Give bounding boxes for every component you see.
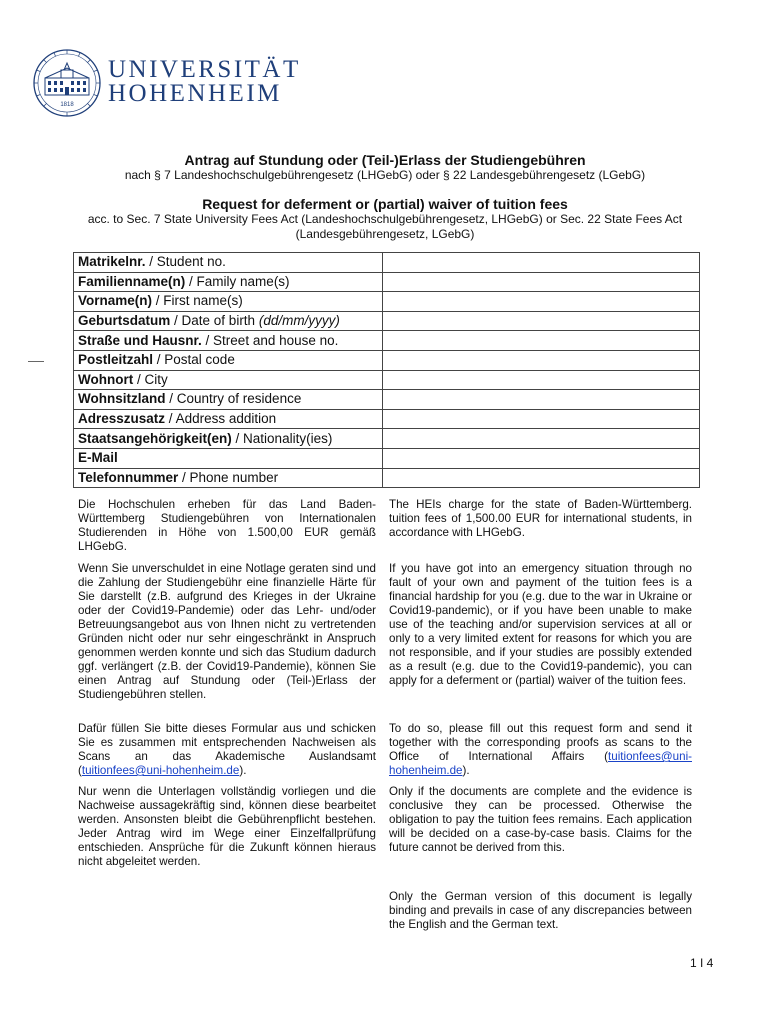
form-label-separator: / (231, 430, 244, 446)
form-row (74, 350, 700, 370)
form-value-field[interactable] (382, 370, 699, 390)
form-label (74, 429, 383, 449)
text-en-p3 (389, 722, 692, 778)
form-label-de: Straße und Hausnr. (78, 332, 202, 348)
form-value-field[interactable] (382, 311, 699, 331)
form-label-en: Phone number (189, 469, 279, 485)
form-row (74, 409, 700, 429)
email-link-en[interactable]: tuitionfees@uni-hohenheim.de (389, 750, 692, 777)
form-row (74, 253, 700, 273)
title-german: Antrag auf Stundung oder (Teil-)Erlass der Studiengebühren (184, 152, 586, 168)
text-de-p2: Wenn Sie unverschuldet in eine Notlage geraten sind und die Zahlung der Studiengebühr eine finanzielle Härte für Sie darstellt (z.B. aufgrund des Krieges in der Ukraine oder der Covid19-Pandemie) oder das Lehr- und/oder Betreuungsangebot aus von Ihnen nicht zu vertretenden Gründen nicht oder nur sehr eingeschränkt in Anspruch genommen werden konnte und sich das Studium dadurch ggf. verlängert (z.B. der Covid19-Pandemie), können Sie einen Antrag auf Stundung oder (Teil-)Erlass der Studiengebühren stellen. (78, 562, 376, 701)
form-label (74, 390, 383, 410)
form-value-field[interactable] (382, 409, 699, 429)
form-label-en: Family name(s) (196, 273, 290, 289)
form-value-field[interactable] (382, 331, 699, 351)
subtitle-english (40, 212, 730, 242)
form-label-separator: / (165, 391, 177, 407)
form-label (74, 253, 383, 273)
email-link-de[interactable]: tuitionfees@uni-hohenheim.de (81, 764, 240, 777)
form-label-separator: / (185, 273, 197, 289)
form-label-de: Telefonnummer (78, 469, 179, 485)
form-label-hint: (dd/mm/yyyy) (258, 313, 340, 329)
form-label-de: Wohnort (78, 371, 134, 387)
form-label (74, 292, 383, 312)
university-name (108, 58, 301, 106)
form-label-separator: / (153, 352, 165, 368)
subtitle-english-line2: (Landesgebührengesetz, LGebG) (295, 227, 475, 241)
margin-mark (28, 361, 44, 362)
text-en-p5: Only the German version of this document is legally binding and prevails in case of any discrepancies between the English and the German text. (389, 890, 692, 931)
form-label-separator: / (201, 332, 214, 348)
form-label (74, 272, 383, 292)
form-label (74, 370, 383, 390)
text-de-p4: Nur wenn die Unterlagen vollständig vorliegen und die Nachweise aussagekräftig sind, können diese bearbeitet werden. Ansonsten bleibt die Gebührenpflicht bestehen. Jeder Antrag wird im Wege einer Einzelfallprüfung entschieden. Ansprüche für die Zukunft können hieraus nicht abgeleitet werden. (78, 785, 376, 868)
form-label-de: Staatsangehörigkeit(en) (78, 430, 232, 446)
form-label-en: Postal code (164, 352, 235, 368)
form-label-de: E-Mail (78, 450, 118, 466)
form-value-field[interactable] (382, 429, 699, 449)
form-label (74, 448, 383, 468)
subtitle-english-line1: acc. to Sec. 7 State University Fees Act (Landeshochschulgebührengesetz, LHGebG) or Sec. 22 State Fees Act (87, 212, 683, 226)
title-english: Request for deferment or (partial) waiver of tuition fees (202, 196, 568, 212)
form-label-de: Vorname(n) (78, 293, 153, 309)
form-label-de: Geburtsdatum (78, 313, 171, 329)
form-label-en: First name(s) (163, 293, 243, 309)
form-row (74, 311, 700, 331)
form-row (74, 370, 700, 390)
text-en-p1: The HEIs charge for the state of Baden-Württemberg. tuition fees of 1,500.00 EUR for international students, in accordance with LHGebG. (389, 498, 692, 539)
text-en-p2: If you have got into an emergency situation through no fault of your own and payment of the tuition fees is a financial hardship for you (e.g. due to the war in Ukraine or Covid19-pandemic), or if you have been unable to make use of the teaching and/or supervision services at all or only to a very limited extent for reasons for which you are not responsible, and if your studies are possibly extended as a result (e.g. due to the Covid19-pandemic), you can apply for a deferment or (partial) waiver of the tuition fees. (389, 562, 692, 687)
text-de-p3 (78, 722, 376, 778)
university-name-line1: UNIVERSITÄT (108, 56, 301, 83)
form-label-de: Wohnsitzland (78, 391, 166, 407)
applicant-form-table (73, 252, 700, 488)
form-row (74, 448, 700, 468)
form-value-field[interactable] (382, 448, 699, 468)
form-row (74, 429, 700, 449)
founding-year: 1818 (60, 102, 74, 108)
form-row (74, 331, 700, 351)
form-value-field[interactable] (382, 272, 699, 292)
form-label-separator: / (178, 469, 190, 485)
form-label-en: Nationality(ies) (243, 430, 333, 446)
form-label-de: Familienname(n) (78, 273, 186, 289)
page-number: 1 I 4 (690, 956, 714, 970)
university-logo (32, 48, 102, 123)
form-row (74, 272, 700, 292)
form-row (74, 292, 700, 312)
form-value-field[interactable] (382, 292, 699, 312)
form-label-en: Student no. (156, 254, 226, 270)
form-label-separator: / (145, 254, 157, 270)
form-value-field[interactable] (382, 350, 699, 370)
text-de-p3-after: ). (239, 764, 247, 777)
form-label-de: Adresszusatz (78, 411, 166, 427)
form-label-en: Country of residence (176, 391, 302, 407)
text-de-p1: Die Hochschulen erheben für das Land Baden-Württemberg Studiengebühren von Internationalen Studierenden in Höhe von 1.500,00 EUR gemäß LHGebG. (78, 498, 376, 553)
form-row (74, 468, 700, 488)
form-label (74, 409, 383, 429)
form-label-separator: / (133, 371, 145, 387)
text-en-p3-before: To do so, please fill out this request form and send it together with the corresponding proofs as scans to the Office of International Affairs ( (389, 722, 692, 763)
form-label-en: City (144, 371, 168, 387)
form-label (74, 350, 383, 370)
form-value-field[interactable] (382, 253, 699, 273)
form-label (74, 311, 383, 331)
form-label-en: Address addition (175, 411, 277, 427)
text-en-p3-after: ). (462, 764, 470, 777)
form-label-en: Street and house no. (213, 332, 339, 348)
form-label-en: Date of birth (181, 313, 256, 329)
form-label-separator: / (165, 411, 176, 427)
form-value-field[interactable] (382, 468, 699, 488)
subtitle-german: nach § 7 Landeshochschulgebührengesetz (LHGebG) oder § 22 Landesgebührengesetz (LGebG) (124, 168, 646, 182)
form-value-field[interactable] (382, 390, 699, 410)
text-de-p3-before: Dafür füllen Sie bitte dieses Formular aus und schicken Sie es zusammen mit entsprechenden Nachweisen als Scans an das Akademische Auslandsamt ( (78, 722, 376, 777)
form-label-de: Postleitzahl (78, 352, 154, 368)
form-label-separator: / (170, 313, 182, 329)
form-label (74, 468, 383, 488)
university-name-line2: HOHENHEIM (108, 80, 282, 107)
castle-seal-icon (32, 48, 102, 118)
form-label-separator: / (152, 293, 164, 309)
form-row (74, 390, 700, 410)
form-label-de: Matrikelnr. (78, 254, 146, 270)
form-label (74, 331, 383, 351)
text-en-p4: Only if the documents are complete and the evidence is conclusive they can be processed. Otherwise the obligation to pay the tuition fees remains. Each application will be decided on a case-by-case basis. Claims for the future cannot be derived from this. (389, 785, 692, 854)
